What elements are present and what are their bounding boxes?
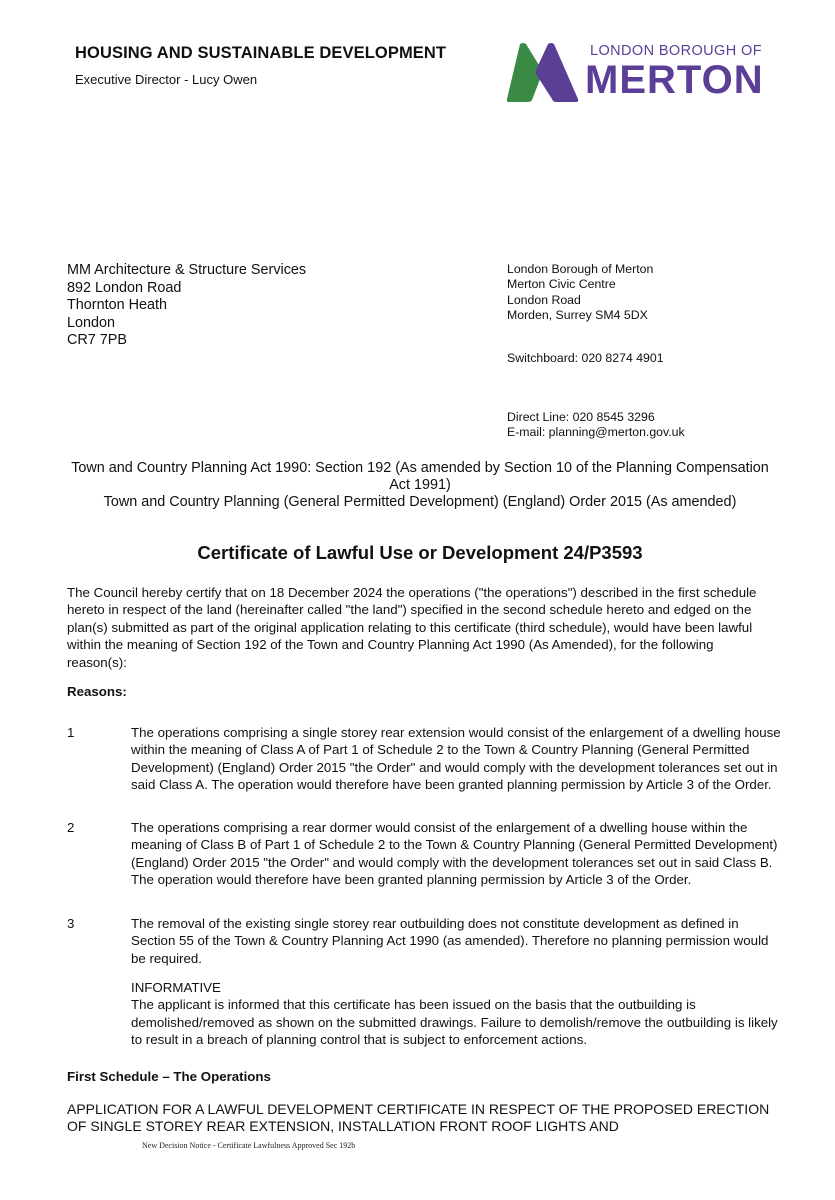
merton-logo — [506, 42, 776, 104]
council-address-line: Merton Civic Centre — [507, 277, 616, 292]
recipient-line: 892 London Road — [67, 279, 182, 296]
reasons-heading: Reasons: — [67, 684, 127, 699]
logo-top-line: LONDON BOROUGH OF — [590, 43, 762, 59]
legislation-heading — [70, 460, 770, 512]
direct-line: Direct Line: 020 8545 3296 — [507, 410, 655, 424]
direct-contact — [507, 410, 685, 441]
recipient-line: Thornton Heath — [67, 297, 167, 314]
reason-text: The operations comprising a rear dormer would consist of the enlargement of a dwelling house within the meaning of Class B of Part 1 of Schedule 2 to the Town & Country Planning (General Permitted Development) (England) Order 2015 "the Order" and would comply with the development tolerances set out in said Class B. The operation would therefore have been granted planning permission by Article 3 of the Order. — [131, 820, 778, 888]
recipient-line: CR7 7PB — [67, 332, 127, 349]
reason-text: The operations comprising a single storey rear extension would consist of the enlargement of a dwelling house within the meaning of Class A of Part 1 of Schedule 2 to the Town & Country Planning (General Permitted Development) (England) Order 2015 "the Order" and would comply with the development tolerances set out in said Class A. The operation would therefore have been granted planning permission by Article 3 of the Order. — [131, 725, 781, 793]
reason-number: 2 — [67, 820, 75, 835]
executive-director: Executive Director - Lucy Owen — [75, 72, 258, 87]
recipient-address — [67, 262, 306, 350]
act-line-1: Town and Country Planning Act 1990: Section 192 (As amended by Section 10 of the Planning Compensation Act 1991) — [71, 460, 769, 494]
council-address — [507, 262, 653, 323]
logo-main-text: MERTON — [585, 58, 764, 102]
first-schedule-text: APPLICATION FOR A LAWFUL DEVELOPMENT CERTIFICATE IN RESPECT OF THE PROPOSED ERECTION OF SINGLE STOREY REAR EXTENSION, INSTALLATION FRONT ROOF LIGHTS AND — [67, 1101, 770, 1135]
footer-note: New Decision Notice - Certificate Lawfulness Approved Sec 192b — [142, 1141, 356, 1150]
certificate-title: Certificate of Lawful Use or Development 24/P3593 — [197, 542, 643, 563]
informative-text: The applicant is informed that this certificate has been issued on the basis that the outbuilding is demolished/removed as shown on the submitted drawings. Failure to demolish/remove the outbuilding is likely to result in a breach of planning control that is subject to enforcement actions. — [131, 997, 778, 1048]
merton-m-icon — [506, 42, 580, 104]
informative-block — [131, 979, 781, 1049]
reason-text: The removal of the existing single storey rear outbuilding does not constitute development as defined in Section 55 of the Town & Country Planning Act 1990 (as amended). Therefore no planning permission would be required. — [131, 916, 769, 966]
council-address-line: London Road — [507, 292, 581, 307]
council-address-line: Morden, Surrey SM4 5DX — [507, 307, 648, 322]
switchboard-number: Switchboard: 020 8274 4901 — [507, 351, 664, 365]
intro-paragraph: The Council hereby certify that on 18 December 2024 the operations ("the operations") described in the first schedule hereto in respect of the land (hereinafter called "the land") specified in the second schedule hereto and edged on the plan(s) submitted as part of the original application relating to this certificate (third schedule), would have been lawful within the meaning of Section 192 of the Town and Country Planning Act 1990 (As Amended), for the following reason(s): — [67, 585, 757, 670]
reason-number: 3 — [67, 916, 75, 931]
department-title: HOUSING AND SUSTAINABLE DEVELOPMENT — [75, 44, 447, 62]
act-line-2: Town and Country Planning (General Permitted Development) (England) Order 2015 (As amended) — [103, 494, 737, 511]
first-schedule-heading: First Schedule – The Operations — [67, 1069, 271, 1084]
informative-heading: INFORMATIVE — [131, 980, 221, 995]
recipient-line: London — [67, 314, 116, 331]
council-address-line: London Borough of Merton — [507, 262, 654, 276]
email-address: E-mail: planning@merton.gov.uk — [507, 425, 685, 440]
recipient-line: MM Architecture & Structure Services — [67, 262, 307, 278]
reason-number: 1 — [67, 725, 75, 740]
